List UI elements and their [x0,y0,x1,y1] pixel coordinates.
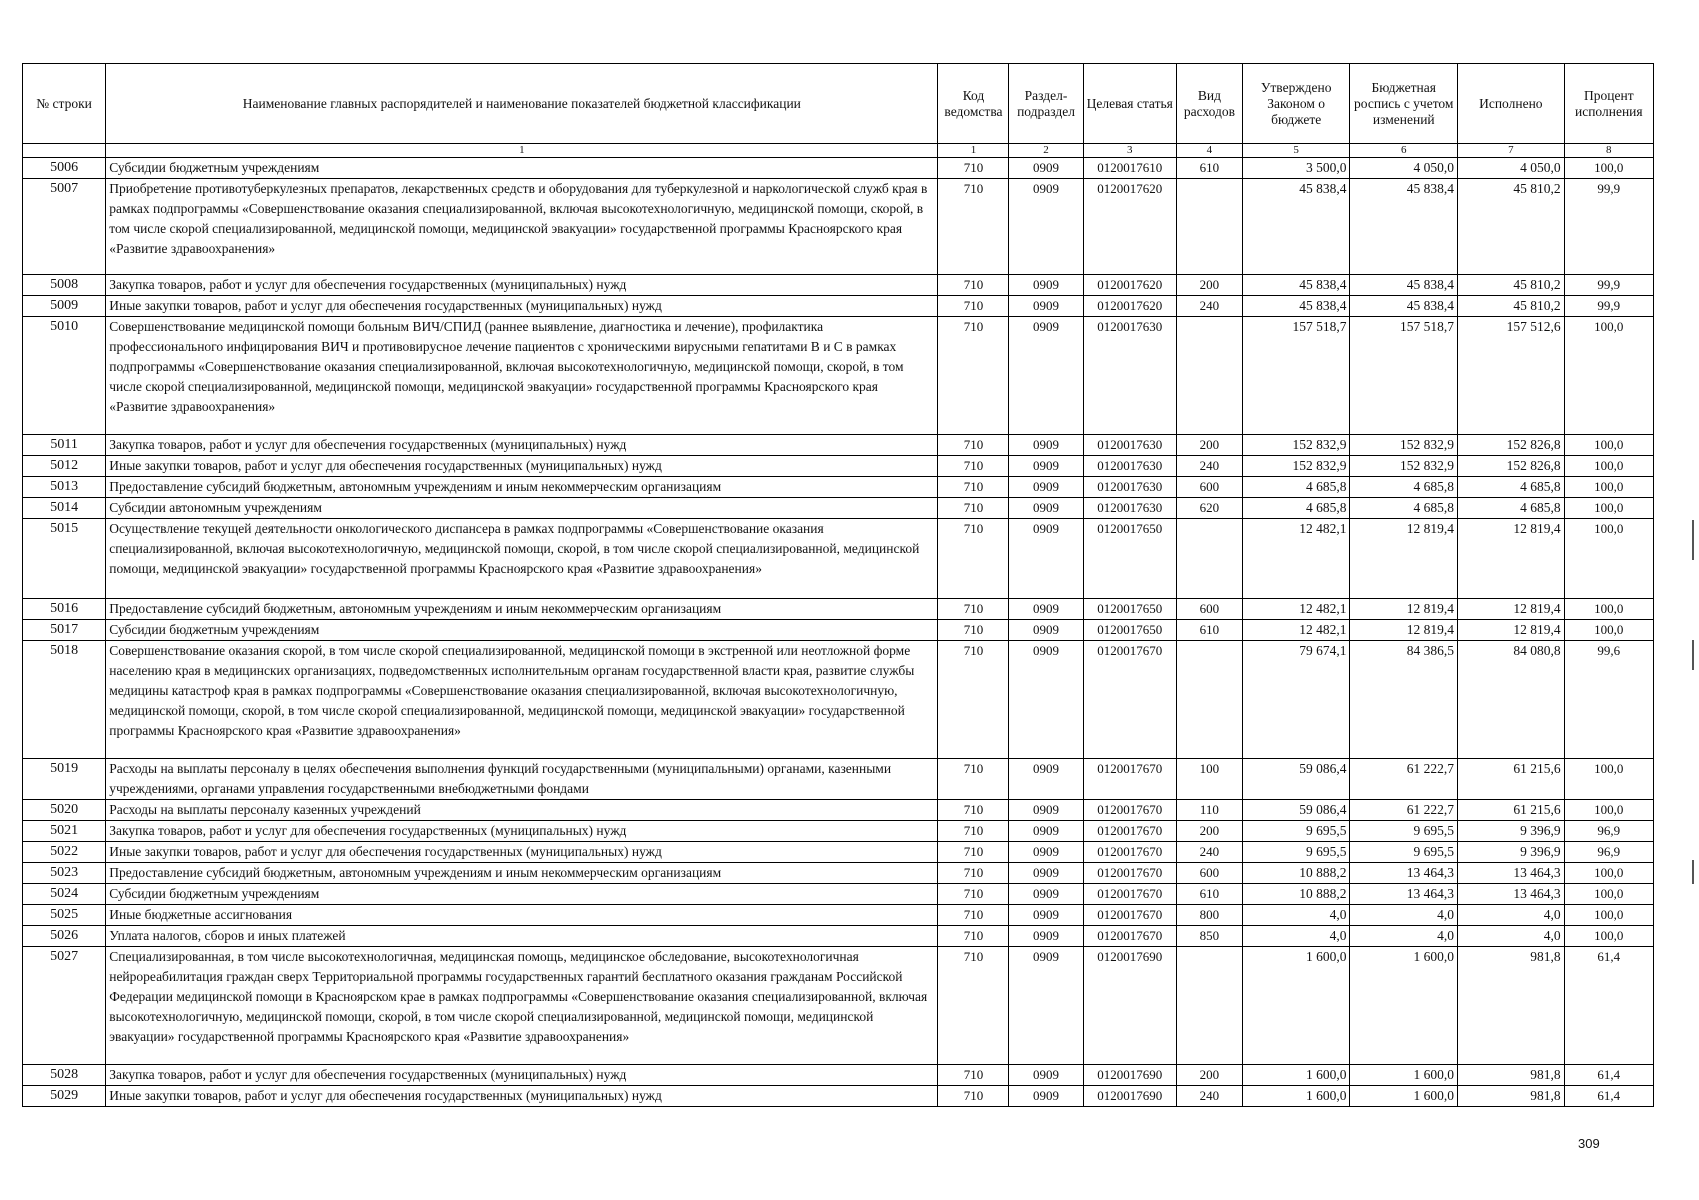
row-section: 0909 [1009,1065,1083,1086]
row-expense-type: 100 [1176,759,1242,800]
row-section: 0909 [1009,947,1083,1065]
row-target: 0120017620 [1083,179,1176,275]
row-section: 0909 [1009,926,1083,947]
row-number: 5025 [23,905,106,926]
row-target: 0120017670 [1083,884,1176,905]
row-expense-type: 240 [1176,1086,1242,1107]
row-percent: 100,0 [1564,926,1653,947]
row-number: 5011 [23,435,106,456]
row-percent: 100,0 [1564,905,1653,926]
row-approved: 9 695,5 [1242,821,1350,842]
row-dept-code: 710 [938,599,1009,620]
row-approved: 12 482,1 [1242,599,1350,620]
row-percent: 100,0 [1564,884,1653,905]
row-budget-list: 4,0 [1350,926,1458,947]
header-expense-type: Вид расходов [1176,64,1242,144]
row-expense-type: 240 [1176,456,1242,477]
row-section: 0909 [1009,800,1083,821]
row-expense-type [1176,641,1242,759]
row-budget-list: 61 222,7 [1350,759,1458,800]
row-name: Предоставление субсидий бюджетным, автономным учреждениям и иным некоммерческим организациям [106,863,938,884]
row-expense-type: 610 [1176,158,1242,179]
row-budget-list: 9 695,5 [1350,842,1458,863]
row-executed: 13 464,3 [1458,884,1565,905]
row-executed: 4 685,8 [1458,477,1565,498]
row-budget-list: 152 832,9 [1350,456,1458,477]
row-approved: 45 838,4 [1242,179,1350,275]
row-executed: 84 080,8 [1458,641,1565,759]
row-approved: 59 086,4 [1242,759,1350,800]
row-percent: 100,0 [1564,620,1653,641]
header-percent: Процент исполнения [1564,64,1653,144]
row-name: Субсидии бюджетным учреждениям [106,884,938,905]
row-approved: 12 482,1 [1242,519,1350,599]
header-row-no: № строки [23,64,106,144]
row-number: 5021 [23,821,106,842]
row-executed: 981,8 [1458,947,1565,1065]
row-section: 0909 [1009,599,1083,620]
row-percent: 100,0 [1564,456,1653,477]
table-row [23,435,1654,456]
row-number: 5018 [23,641,106,759]
table-row [23,863,1654,884]
row-executed: 981,8 [1458,1065,1565,1086]
row-target: 0120017690 [1083,1086,1176,1107]
row-percent: 96,9 [1564,821,1653,842]
colnum-3: 3 [1083,144,1176,158]
row-dept-code: 710 [938,519,1009,599]
row-budget-list: 45 838,4 [1350,179,1458,275]
row-executed: 12 819,4 [1458,620,1565,641]
table-row [23,179,1654,275]
page-number: 309 [1578,1136,1600,1151]
row-budget-list: 12 819,4 [1350,599,1458,620]
row-approved: 45 838,4 [1242,275,1350,296]
table-row [23,1086,1654,1107]
colnum-blank [23,144,106,158]
table-row [23,275,1654,296]
row-dept-code: 710 [938,842,1009,863]
row-executed: 152 826,8 [1458,456,1565,477]
row-dept-code: 710 [938,296,1009,317]
row-percent: 99,6 [1564,641,1653,759]
row-name: Иные бюджетные ассигнования [106,905,938,926]
row-name: Специализированная, в том числе высокотехнологичная, медицинская помощь, медицинское обследование, высокотехнологичная нейрореабилитация граждан сверх Территориальной программы государственных гарантий бесплатного оказания гражданам Российской Федерации медицинской помощи в Красноярском крае в рамках подпрограммы «Совершенствование оказания специализированной, включая высокотехнологичную, медицинской помощи, скорой, в том числе скорой специализированной, медицинской помощи, медицинской эвакуации» государственной программы Красноярского края «Развитие здравоохранения» [106,947,938,1065]
colnum-4: 4 [1176,144,1242,158]
budget-table [22,63,1654,1107]
row-section: 0909 [1009,821,1083,842]
row-number: 5013 [23,477,106,498]
row-expense-type: 600 [1176,863,1242,884]
row-name: Расходы на выплаты персоналу в целях обеспечения выполнения функций государственными (муниципальными) органами, казенными учреждениями, органами управления государственными внебюджетными фондами [106,759,938,800]
row-name: Субсидии автономным учреждениям [106,498,938,519]
row-dept-code: 710 [938,821,1009,842]
row-target: 0120017650 [1083,519,1176,599]
row-expense-type: 110 [1176,800,1242,821]
row-expense-type [1176,317,1242,435]
row-number: 5028 [23,1065,106,1086]
row-section: 0909 [1009,275,1083,296]
row-dept-code: 710 [938,926,1009,947]
row-budget-list: 4,0 [1350,905,1458,926]
table-row [23,947,1654,1065]
column-number-row [23,144,1654,158]
header-section: Раздел-подраздел [1009,64,1083,144]
row-executed: 4 685,8 [1458,498,1565,519]
row-executed: 4,0 [1458,926,1565,947]
row-percent: 61,4 [1564,1065,1653,1086]
row-name: Предоставление субсидий бюджетным, автономным учреждениям и иным некоммерческим организациям [106,477,938,498]
table-row [23,158,1654,179]
header-name: Наименование главных распорядителей и наименование показателей бюджетной классификации [106,64,938,144]
row-executed: 12 819,4 [1458,599,1565,620]
row-executed: 12 819,4 [1458,519,1565,599]
row-expense-type [1176,947,1242,1065]
row-approved: 4,0 [1242,905,1350,926]
row-target: 0120017630 [1083,498,1176,519]
row-budget-list: 45 838,4 [1350,296,1458,317]
row-dept-code: 710 [938,317,1009,435]
row-name: Субсидии бюджетным учреждениям [106,158,938,179]
row-name: Предоставление субсидий бюджетным, автономным учреждениям и иным некоммерческим организациям [106,599,938,620]
table-row [23,620,1654,641]
row-number: 5010 [23,317,106,435]
colnum-8: 8 [1564,144,1653,158]
row-target: 0120017670 [1083,842,1176,863]
colnum-6: 6 [1350,144,1458,158]
colnum-1: 1 [106,144,938,158]
header-target: Целевая статья [1083,64,1176,144]
row-name: Осуществление текущей деятельности онкологического диспансера в рамках подпрограммы «Совершенствование оказания специализированной, включая высокотехнологичную, медицинской помощи, скорой, в том числе скорой специализированной, медицинской помощи, медицинской эвакуации» государственной программы Красноярского края «Развитие здравоохранения» [106,519,938,599]
row-expense-type [1176,179,1242,275]
row-name: Приобретение противотуберкулезных препаратов, лекарственных средств и оборудования для туберкулезной и наркологической служб края в рамках подпрограммы «Совершенствование оказания специализированной, включая высокотехнологичную, медицинской помощи, скорой, в том числе скорой специализированной, медицинской помощи, медицинской эвакуации» государственной программы Красноярского края «Развитие здравоохранения» [106,179,938,275]
row-target: 0120017630 [1083,435,1176,456]
row-target: 0120017670 [1083,800,1176,821]
table-row [23,926,1654,947]
table-row [23,842,1654,863]
row-executed: 152 826,8 [1458,435,1565,456]
row-name: Закупка товаров, работ и услуг для обеспечения государственных (муниципальных) нужд [106,275,938,296]
row-executed: 4,0 [1458,905,1565,926]
row-percent: 61,4 [1564,947,1653,1065]
row-budget-list: 152 832,9 [1350,435,1458,456]
table-row [23,296,1654,317]
row-dept-code: 710 [938,947,1009,1065]
row-dept-code: 710 [938,477,1009,498]
row-number: 5009 [23,296,106,317]
row-target: 0120017670 [1083,641,1176,759]
row-executed: 61 215,6 [1458,759,1565,800]
row-section: 0909 [1009,296,1083,317]
row-approved: 12 482,1 [1242,620,1350,641]
row-target: 0120017620 [1083,275,1176,296]
row-percent: 100,0 [1564,759,1653,800]
row-dept-code: 710 [938,759,1009,800]
row-expense-type: 200 [1176,275,1242,296]
row-approved: 10 888,2 [1242,884,1350,905]
row-section: 0909 [1009,456,1083,477]
row-section: 0909 [1009,641,1083,759]
row-expense-type: 200 [1176,1065,1242,1086]
row-budget-list: 12 819,4 [1350,519,1458,599]
row-name: Закупка товаров, работ и услуг для обеспечения государственных (муниципальных) нужд [106,821,938,842]
row-percent: 100,0 [1564,800,1653,821]
row-executed: 45 810,2 [1458,275,1565,296]
table-row [23,599,1654,620]
row-approved: 4,0 [1242,926,1350,947]
header-dept-code: Код ведомства [938,64,1009,144]
row-expense-type: 850 [1176,926,1242,947]
row-expense-type [1176,519,1242,599]
row-expense-type: 200 [1176,821,1242,842]
row-percent: 100,0 [1564,435,1653,456]
row-dept-code: 710 [938,641,1009,759]
row-section: 0909 [1009,884,1083,905]
table-header [23,64,1654,158]
row-section: 0909 [1009,905,1083,926]
row-number: 5006 [23,158,106,179]
row-target: 0120017670 [1083,821,1176,842]
row-expense-type: 600 [1176,477,1242,498]
row-executed: 45 810,2 [1458,296,1565,317]
row-percent: 100,0 [1564,599,1653,620]
header-approved: Утверждено Законом о бюджете [1242,64,1350,144]
row-approved: 59 086,4 [1242,800,1350,821]
row-executed: 9 396,9 [1458,842,1565,863]
row-dept-code: 710 [938,800,1009,821]
row-executed: 45 810,2 [1458,179,1565,275]
row-executed: 13 464,3 [1458,863,1565,884]
row-approved: 157 518,7 [1242,317,1350,435]
row-name: Расходы на выплаты персоналу казенных учреждений [106,800,938,821]
row-expense-type: 200 [1176,435,1242,456]
row-expense-type: 610 [1176,620,1242,641]
row-target: 0120017610 [1083,158,1176,179]
table-row [23,759,1654,800]
row-percent: 61,4 [1564,1086,1653,1107]
row-percent: 100,0 [1564,477,1653,498]
row-section: 0909 [1009,179,1083,275]
row-target: 0120017650 [1083,599,1176,620]
row-dept-code: 710 [938,1086,1009,1107]
row-target: 0120017670 [1083,863,1176,884]
scan-mark [1692,860,1694,884]
row-dept-code: 710 [938,884,1009,905]
table-row [23,498,1654,519]
row-target: 0120017650 [1083,620,1176,641]
colnum-2: 2 [1009,144,1083,158]
row-percent: 100,0 [1564,158,1653,179]
table-row [23,477,1654,498]
row-number: 5027 [23,947,106,1065]
row-name: Закупка товаров, работ и услуг для обеспечения государственных (муниципальных) нужд [106,435,938,456]
row-budget-list: 45 838,4 [1350,275,1458,296]
row-dept-code: 710 [938,905,1009,926]
row-expense-type: 620 [1176,498,1242,519]
row-section: 0909 [1009,842,1083,863]
row-approved: 152 832,9 [1242,456,1350,477]
row-section: 0909 [1009,863,1083,884]
row-name: Иные закупки товаров, работ и услуг для обеспечения государственных (муниципальных) нужд [106,296,938,317]
row-dept-code: 710 [938,620,1009,641]
row-expense-type: 240 [1176,842,1242,863]
row-percent: 96,9 [1564,842,1653,863]
row-dept-code: 710 [938,1065,1009,1086]
row-approved: 45 838,4 [1242,296,1350,317]
table-row [23,800,1654,821]
row-approved: 1 600,0 [1242,947,1350,1065]
row-executed: 981,8 [1458,1086,1565,1107]
colnum-7: 7 [1458,144,1565,158]
row-approved: 1 600,0 [1242,1065,1350,1086]
row-number: 5008 [23,275,106,296]
table-row [23,905,1654,926]
row-number: 5014 [23,498,106,519]
row-budget-list: 12 819,4 [1350,620,1458,641]
row-executed: 9 396,9 [1458,821,1565,842]
row-target: 0120017620 [1083,296,1176,317]
row-dept-code: 710 [938,456,1009,477]
row-section: 0909 [1009,317,1083,435]
row-section: 0909 [1009,519,1083,599]
row-executed: 4 050,0 [1458,158,1565,179]
row-dept-code: 710 [938,498,1009,519]
row-percent: 99,9 [1564,179,1653,275]
row-target: 0120017630 [1083,477,1176,498]
row-dept-code: 710 [938,158,1009,179]
table-row [23,641,1654,759]
row-target: 0120017670 [1083,759,1176,800]
row-expense-type: 800 [1176,905,1242,926]
table-body [23,158,1654,1107]
row-budget-list: 84 386,5 [1350,641,1458,759]
row-name: Иные закупки товаров, работ и услуг для обеспечения государственных (муниципальных) нужд [106,842,938,863]
row-number: 5029 [23,1086,106,1107]
scan-mark [1692,520,1694,560]
table-row [23,519,1654,599]
row-approved: 79 674,1 [1242,641,1350,759]
row-target: 0120017630 [1083,317,1176,435]
row-expense-type: 240 [1176,296,1242,317]
row-number: 5020 [23,800,106,821]
row-budget-list: 1 600,0 [1350,947,1458,1065]
row-number: 5026 [23,926,106,947]
row-dept-code: 710 [938,863,1009,884]
row-number: 5022 [23,842,106,863]
row-number: 5015 [23,519,106,599]
row-budget-list: 1 600,0 [1350,1086,1458,1107]
row-target: 0120017670 [1083,905,1176,926]
table-row [23,884,1654,905]
row-budget-list: 1 600,0 [1350,1065,1458,1086]
row-name: Совершенствование оказания скорой, в том числе скорой специализированной, медицинской помощи в экстренной или неотложной форме населению края в медицинских организациях, подведомственных исполнительным органам государственной власти края, развитие службы медицины катастроф края в рамках подпрограммы «Совершенствование оказания специализированной, включая высокотехнологичную, медицинской помощи, скорой, в том числе скорой специализированной, медицинской помощи, медицинской эвакуации» государственной программы Красноярского края «Развитие здравоохранения» [106,641,938,759]
row-percent: 100,0 [1564,863,1653,884]
row-approved: 1 600,0 [1242,1086,1350,1107]
row-target: 0120017690 [1083,947,1176,1065]
row-dept-code: 710 [938,179,1009,275]
row-budget-list: 61 222,7 [1350,800,1458,821]
row-approved: 3 500,0 [1242,158,1350,179]
row-number: 5012 [23,456,106,477]
row-section: 0909 [1009,1086,1083,1107]
row-number: 5016 [23,599,106,620]
row-section: 0909 [1009,435,1083,456]
colnum-1b: 1 [938,144,1009,158]
row-expense-type: 600 [1176,599,1242,620]
row-budget-list: 4 685,8 [1350,477,1458,498]
row-name: Совершенствование медицинской помощи больным ВИЧ/СПИД (раннее выявление, диагностика и лечение), профилактика профессионального инфицирования ВИЧ и противовирусное лечение пациентов с хроническими вирусными гепатитами В и С в рамках подпрограммы «Совершенствование оказания специализированной, включая высокотехнологичную, медицинской помощи, скорой, в том числе скорой специализированной, медицинской помощи, медицинской эвакуации» государственной программы Красноярского края «Развитие здравоохранения» [106,317,938,435]
row-number: 5024 [23,884,106,905]
table-row [23,456,1654,477]
row-target: 0120017690 [1083,1065,1176,1086]
table-row [23,1065,1654,1086]
row-dept-code: 710 [938,275,1009,296]
row-name: Уплата налогов, сборов и иных платежей [106,926,938,947]
row-name: Иные закупки товаров, работ и услуг для обеспечения государственных (муниципальных) нужд [106,1086,938,1107]
row-percent: 99,9 [1564,296,1653,317]
row-dept-code: 710 [938,435,1009,456]
row-approved: 4 685,8 [1242,477,1350,498]
scan-mark [1692,640,1694,670]
header-budget-list: Бюджетная роспись с учетом изменений [1350,64,1458,144]
row-executed: 61 215,6 [1458,800,1565,821]
row-target: 0120017630 [1083,456,1176,477]
row-approved: 152 832,9 [1242,435,1350,456]
row-percent: 100,0 [1564,519,1653,599]
row-name: Иные закупки товаров, работ и услуг для обеспечения государственных (муниципальных) нужд [106,456,938,477]
row-name: Субсидии бюджетным учреждениям [106,620,938,641]
row-section: 0909 [1009,158,1083,179]
row-percent: 100,0 [1564,498,1653,519]
row-section: 0909 [1009,759,1083,800]
row-percent: 100,0 [1564,317,1653,435]
row-approved: 9 695,5 [1242,842,1350,863]
row-section: 0909 [1009,498,1083,519]
row-section: 0909 [1009,620,1083,641]
row-target: 0120017670 [1083,926,1176,947]
row-approved: 4 685,8 [1242,498,1350,519]
row-number: 5007 [23,179,106,275]
row-executed: 157 512,6 [1458,317,1565,435]
row-section: 0909 [1009,477,1083,498]
row-budget-list: 157 518,7 [1350,317,1458,435]
row-approved: 10 888,2 [1242,863,1350,884]
row-budget-list: 4 050,0 [1350,158,1458,179]
colnum-5: 5 [1242,144,1350,158]
row-budget-list: 4 685,8 [1350,498,1458,519]
table-row [23,317,1654,435]
row-number: 5023 [23,863,106,884]
row-name: Закупка товаров, работ и услуг для обеспечения государственных (муниципальных) нужд [106,1065,938,1086]
row-number: 5019 [23,759,106,800]
row-percent: 99,9 [1564,275,1653,296]
row-budget-list: 13 464,3 [1350,863,1458,884]
header-executed: Исполнено [1458,64,1565,144]
row-number: 5017 [23,620,106,641]
table-row [23,821,1654,842]
row-budget-list: 9 695,5 [1350,821,1458,842]
row-expense-type: 610 [1176,884,1242,905]
row-budget-list: 13 464,3 [1350,884,1458,905]
